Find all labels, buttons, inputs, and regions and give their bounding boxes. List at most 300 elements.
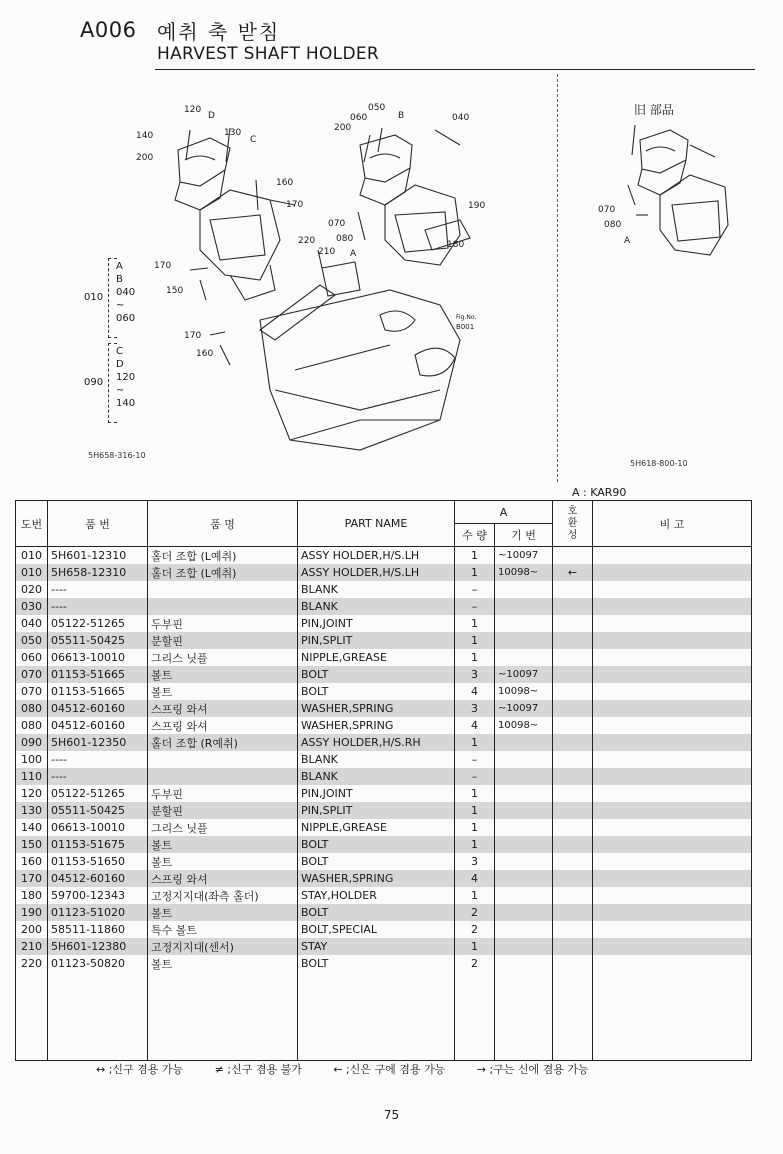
row-remarks [593,955,752,972]
empty-cell [148,972,298,1061]
group-010-list [116,260,135,325]
row-compat [553,547,593,565]
table-row [16,921,752,938]
row-no: 060 [16,649,48,666]
row-part-name: PIN,JOINT [298,785,455,802]
row-name-kr: 홀더 조합 (R예취) [148,734,298,751]
row-qty: 3 [455,853,495,870]
row-remarks [593,751,752,768]
row-compat: ← [553,564,593,581]
row-remarks [593,785,752,802]
row-compat [553,683,593,700]
group-010-b: B [116,274,123,285]
row-part-no: 01153-51675 [48,836,148,853]
row-part-no: 05511-50425 [48,632,148,649]
row-qty: – [455,598,495,615]
row-remarks [593,853,752,870]
row-name-kr: 볼트 [148,955,298,972]
row-no: 180 [16,887,48,904]
diagram-code-right: 5H618-800-10 [630,459,688,468]
svg-text:060: 060 [350,113,368,123]
row-part-name: ASSY HOLDER,H/S.LH [298,564,455,581]
svg-text:C: C [250,135,257,145]
empty-cell [48,972,148,1061]
row-part-no: 01153-51665 [48,666,148,683]
row-serial [495,819,553,836]
group-090-d: D [116,359,124,370]
row-name-kr: 두부핀 [148,615,298,632]
empty-cell [16,972,48,1061]
row-serial [495,921,553,938]
row-compat [553,802,593,819]
row-qty: 4 [455,717,495,734]
table-row [16,615,752,632]
row-remarks [593,683,752,700]
group-090-end: 140 [116,398,136,409]
col-header-compat: 호환성 [553,501,593,547]
row-remarks [593,836,752,853]
row-remarks [593,802,752,819]
table-row [16,836,752,853]
row-part-no: 06613-10010 [48,819,148,836]
legend-both: ↔ ;신구 겸용 가능 [96,1063,184,1076]
group-010-start: 040 [116,287,136,298]
table-row [16,785,752,802]
applicability-label: A : KAR90 [572,486,627,499]
row-qty: 2 [455,921,495,938]
row-no: 220 [16,955,48,972]
row-compat [553,734,593,751]
table-row [16,768,752,785]
row-serial [495,785,553,802]
row-part-no: 01153-51650 [48,853,148,870]
svg-text:160: 160 [276,178,294,188]
page-title-english: HARVEST SHAFT HOLDER [157,44,379,64]
row-part-name: BOLT,SPECIAL [298,921,455,938]
row-compat [553,649,593,666]
row-name-kr: 분할핀 [148,802,298,819]
svg-text:150: 150 [166,286,184,296]
svg-text:180: 180 [447,240,465,250]
svg-text:050: 050 [368,103,386,113]
row-serial: ~10097 [495,700,553,717]
table-row [16,955,752,972]
row-qty: 1 [455,938,495,955]
row-part-no: 5H601-12350 [48,734,148,751]
group-010-tilde: ~ [116,300,125,311]
row-serial [495,768,553,785]
table-row [16,649,752,666]
row-part-name: BOLT [298,836,455,853]
svg-text:190: 190 [468,201,486,211]
empty-cell [553,972,593,1061]
group-010-a: A [116,261,123,272]
header-rule [155,69,755,70]
row-serial [495,615,553,632]
svg-text:120: 120 [184,105,202,115]
row-qty: 2 [455,955,495,972]
row-serial [495,870,553,887]
group-090-no: 090 [84,377,104,388]
row-remarks [593,819,752,836]
svg-text:140: 140 [136,131,154,141]
table-row [16,632,752,649]
row-compat [553,700,593,717]
row-qty: 4 [455,683,495,700]
row-compat [553,819,593,836]
row-compat [553,768,593,785]
row-remarks [593,768,752,785]
col-header-part-name: PART NAME [298,501,455,547]
row-name-kr: 두부핀 [148,785,298,802]
row-part-name: BOLT [298,683,455,700]
svg-text:070: 070 [598,205,616,215]
row-no: 080 [16,717,48,734]
row-remarks [593,938,752,955]
row-qty: 1 [455,547,495,565]
row-part-name: STAY [298,938,455,955]
row-remarks [593,904,752,921]
group-010-no: 010 [84,292,104,303]
svg-text:D: D [208,111,215,121]
row-name-kr [148,751,298,768]
row-no: 010 [16,547,48,565]
svg-text:070: 070 [328,219,346,229]
row-compat [553,785,593,802]
diagram-divider [557,74,558,482]
row-part-no: 5H658-12310 [48,564,148,581]
svg-text:B: B [398,111,405,121]
row-part-name: PIN,SPLIT [298,632,455,649]
row-compat [553,615,593,632]
row-no: 010 [16,564,48,581]
svg-text:170: 170 [286,200,304,210]
row-remarks [593,717,752,734]
row-qty: 1 [455,819,495,836]
row-name-kr: 볼트 [148,683,298,700]
row-qty: 1 [455,649,495,666]
table-row [16,853,752,870]
row-qty: 1 [455,615,495,632]
row-name-kr: 볼트 [148,904,298,921]
row-no: 050 [16,632,48,649]
col-header-name-kr: 품 명 [148,501,298,547]
row-no: 210 [16,938,48,955]
row-no: 190 [16,904,48,921]
row-compat [553,836,593,853]
svg-text:170: 170 [184,331,202,341]
group-010-end: 060 [116,313,136,324]
row-remarks [593,870,752,887]
row-part-name: PIN,JOINT [298,615,455,632]
row-name-kr: 스프링 와셔 [148,700,298,717]
row-compat [553,921,593,938]
row-no: 090 [16,734,48,751]
table-filler-row [16,972,752,1061]
row-serial [495,581,553,598]
row-part-name: BOLT [298,904,455,921]
row-part-no: 04512-60160 [48,870,148,887]
row-part-name: ASSY HOLDER,H/S.RH [298,734,455,751]
row-part-no: 04512-60160 [48,700,148,717]
row-part-name: BLANK [298,751,455,768]
row-part-name: BLANK [298,768,455,785]
row-part-name: NIPPLE,GREASE [298,819,455,836]
row-compat [553,751,593,768]
row-name-kr: 홀더 조합 (L예취) [148,564,298,581]
row-qty: 4 [455,870,495,887]
row-name-kr: 분할핀 [148,632,298,649]
row-part-name: BLANK [298,581,455,598]
row-part-name: BLANK [298,598,455,615]
svg-text:170: 170 [154,261,172,271]
row-name-kr: 그리스 닛플 [148,649,298,666]
row-name-kr: 고정지지대(좌측 홀더) [148,887,298,904]
table-row [16,598,752,615]
row-remarks [593,581,752,598]
table-row [16,887,752,904]
row-remarks [593,649,752,666]
row-part-no: 05511-50425 [48,802,148,819]
row-part-no: 5H601-12380 [48,938,148,955]
row-remarks [593,734,752,751]
row-no: 160 [16,853,48,870]
table-row [16,683,752,700]
row-qty: 1 [455,887,495,904]
row-part-no: ---- [48,581,148,598]
row-compat [553,955,593,972]
row-serial [495,802,553,819]
svg-text:200: 200 [334,123,352,133]
row-no: 120 [16,785,48,802]
row-part-name: BOLT [298,955,455,972]
row-remarks [593,564,752,581]
row-name-kr: 고정지지대(센서) [148,938,298,955]
row-part-no: 05122-51265 [48,785,148,802]
row-serial [495,632,553,649]
row-part-no: 01123-50820 [48,955,148,972]
row-remarks [593,700,752,717]
empty-cell [593,972,752,1061]
row-name-kr [148,598,298,615]
row-qty: 1 [455,734,495,751]
row-no: 140 [16,819,48,836]
row-serial: ~10097 [495,547,553,565]
row-no: 070 [16,683,48,700]
row-qty: – [455,581,495,598]
row-compat [553,717,593,734]
row-qty: 1 [455,632,495,649]
row-no: 080 [16,700,48,717]
row-qty: 1 [455,802,495,819]
row-no: 110 [16,768,48,785]
row-part-name: WASHER,SPRING [298,700,455,717]
col-header-remarks: 비 고 [593,501,752,547]
row-remarks [593,632,752,649]
row-compat [553,632,593,649]
row-part-no: ---- [48,751,148,768]
row-no: 200 [16,921,48,938]
row-no: 170 [16,870,48,887]
group-090-start: 120 [116,372,136,383]
row-name-kr: 볼트 [148,666,298,683]
row-compat [553,887,593,904]
row-compat [553,581,593,598]
col-header-serial: 기 번 [495,524,553,547]
row-serial [495,938,553,955]
row-compat [553,598,593,615]
row-serial: 10098~ [495,717,553,734]
row-part-name: STAY,HOLDER [298,887,455,904]
row-serial [495,649,553,666]
table-row [16,819,752,836]
row-compat [553,666,593,683]
row-remarks [593,547,752,565]
row-part-name: BOLT [298,666,455,683]
table-row [16,717,752,734]
table-row [16,581,752,598]
row-remarks [593,666,752,683]
row-no: 130 [16,802,48,819]
table-row [16,734,752,751]
svg-text:200: 200 [136,153,154,163]
row-name-kr: 그리스 닛플 [148,819,298,836]
row-name-kr: 특수 볼트 [148,921,298,938]
row-compat [553,870,593,887]
svg-text:220: 220 [298,236,316,246]
row-remarks [593,598,752,615]
row-no: 040 [16,615,48,632]
table-row [16,870,752,887]
group-090-c: C [116,346,123,357]
row-qty: 1 [455,564,495,581]
table-row [16,564,752,581]
row-qty: 3 [455,700,495,717]
row-no: 070 [16,666,48,683]
table-row [16,666,752,683]
row-part-no: 5H601-12310 [48,547,148,565]
old-parts-title: 旧 部品 [634,103,674,117]
col-header-qty: 수 량 [455,524,495,547]
legend-none: ≠ ;신구 겸용 불가 [214,1063,302,1076]
empty-cell [455,972,495,1061]
svg-text:210: 210 [318,247,336,257]
row-serial [495,887,553,904]
group-090-tilde: ~ [116,385,125,396]
row-part-name: BOLT [298,853,455,870]
row-serial [495,955,553,972]
row-no: 150 [16,836,48,853]
row-part-no: 04512-60160 [48,717,148,734]
page-title-korean: 예취 축 받침 [157,20,281,44]
diagram-code-left: 5H658-316-10 [88,451,146,460]
row-remarks [593,921,752,938]
row-part-name: PIN,SPLIT [298,802,455,819]
row-no: 020 [16,581,48,598]
row-part-name: WASHER,SPRING [298,870,455,887]
row-part-no: 06613-10010 [48,649,148,666]
parts-table [15,500,752,1061]
row-compat [553,904,593,921]
row-part-no: 01123-51020 [48,904,148,921]
row-serial [495,598,553,615]
col-header-part-no: 품 번 [48,501,148,547]
svg-text:040: 040 [452,113,470,123]
svg-text:B001: B001 [456,323,475,331]
svg-text:A: A [624,236,631,246]
empty-cell [298,972,455,1061]
row-serial [495,836,553,853]
row-serial [495,751,553,768]
row-no: 100 [16,751,48,768]
row-remarks [593,887,752,904]
row-serial: 10098~ [495,683,553,700]
row-qty: 2 [455,904,495,921]
page-code: A006 [80,18,137,42]
svg-text:A: A [350,249,357,259]
svg-text:130: 130 [224,128,242,138]
row-qty: – [455,751,495,768]
row-part-name: NIPPLE,GREASE [298,649,455,666]
row-part-no: 59700-12343 [48,887,148,904]
row-name-kr: 볼트 [148,836,298,853]
empty-cell [495,972,553,1061]
row-serial: 10098~ [495,564,553,581]
row-part-name: WASHER,SPRING [298,717,455,734]
svg-text:080: 080 [604,220,622,230]
svg-text:080: 080 [336,234,354,244]
row-qty: 1 [455,836,495,853]
row-qty: 3 [455,666,495,683]
row-part-no: ---- [48,768,148,785]
table-row [16,802,752,819]
row-name-kr [148,581,298,598]
svg-text:Fig.No.: Fig.No. [456,314,477,321]
row-part-no: 05122-51265 [48,615,148,632]
old-parts-diagram [590,115,740,265]
row-serial [495,904,553,921]
table-row [16,904,752,921]
page-number: 75 [383,1108,400,1122]
row-name-kr: 볼트 [148,853,298,870]
row-no: 030 [16,598,48,615]
row-serial [495,853,553,870]
table-row [16,700,752,717]
svg-text:160: 160 [196,349,214,359]
row-part-no: 58511-11860 [48,921,148,938]
row-remarks [593,615,752,632]
row-qty: 1 [455,785,495,802]
row-name-kr: 홀더 조합 (L예취) [148,547,298,565]
row-part-name: ASSY HOLDER,H/S.LH [298,547,455,565]
table-row [16,547,752,565]
col-header-no: 도번 [16,501,48,547]
compat-legend [96,1061,617,1077]
row-name-kr [148,768,298,785]
row-part-no: 01153-51665 [48,683,148,700]
legend-old-to-new: → ;구는 신에 겸용 가능 [476,1063,589,1076]
row-compat [553,853,593,870]
col-header-group-a: A [455,501,553,524]
row-compat [553,938,593,955]
table-row [16,751,752,768]
row-serial: ~10097 [495,666,553,683]
row-name-kr: 스프링 와셔 [148,870,298,887]
table-row [16,938,752,955]
row-serial [495,734,553,751]
row-qty: – [455,768,495,785]
legend-new-to-old: ← ;신은 구에 겸용 가능 [333,1063,446,1076]
